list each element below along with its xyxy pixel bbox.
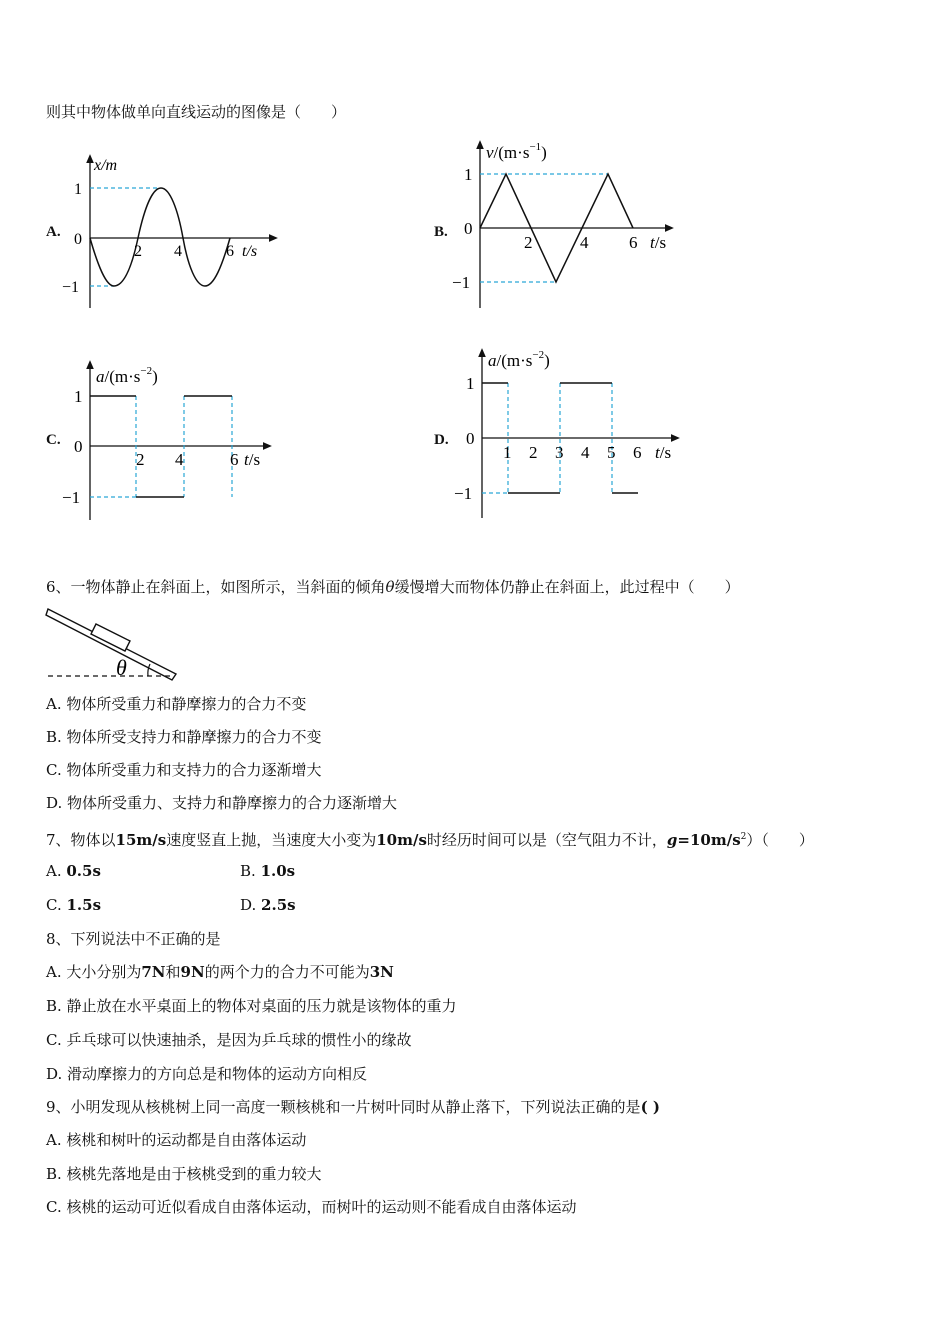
q6-angle-arc bbox=[148, 664, 150, 676]
graph-d-acceleration-time bbox=[450, 344, 686, 520]
graph-a-y-axis-label: x/m bbox=[94, 157, 118, 174]
graph-a-sine-curve bbox=[90, 188, 230, 286]
q8-option-a: A. 大小分别为7N和9N的两个力的合力不可能为3N bbox=[46, 963, 394, 981]
q8-option-b: B. 静止放在水平桌面上的物体对桌面的压力就是该物体的重力 bbox=[46, 997, 457, 1015]
graph-a-position-time bbox=[58, 148, 278, 310]
graph-c-acceleration-time bbox=[58, 356, 278, 522]
graph-b-x-axis-label: t/s bbox=[650, 233, 667, 252]
q6-angle-label: θ bbox=[116, 655, 127, 680]
q7-option-d: D. 2.5s bbox=[240, 896, 296, 914]
q7-stem: 7、物体以15m/s速度竖直上抛，当速度大小变为10m/s时经历时间可以是（空气阻力不计，$g=10m/s^2$）（ ） bbox=[46, 831, 814, 849]
q8-option-d: D. 滑动摩擦力的方向总是和物体的运动方向相反 bbox=[46, 1065, 368, 1083]
q6-option-c: C. 物体所受重力和支持力的合力逐渐增大 bbox=[46, 761, 322, 779]
graph-a-xtick-6: 6 bbox=[226, 243, 234, 260]
graph-c-ytick-neg1: −1 bbox=[62, 488, 81, 507]
graph-d-xtick-4: 4 bbox=[581, 443, 590, 462]
q9-option-c: C. 核桃的运动可近似看成自由落体运动，而树叶的运动则不能看成自由落体运动 bbox=[46, 1198, 577, 1216]
graph-d-y-axis-label: $a/(m\cdot s^{-2})$ bbox=[488, 349, 550, 370]
graph-d-ytick-0: 0 bbox=[466, 429, 475, 448]
graph-b-y-axis-label: $v/(m\cdot s^{-1})$ bbox=[486, 141, 547, 162]
q9-option-a: A. 核桃和树叶的运动都是自由落体运动 bbox=[46, 1131, 307, 1149]
graph-c-x-axis-label: t/s bbox=[244, 450, 261, 469]
q8-stem: 8、下列说法中不正确的是 bbox=[46, 930, 221, 948]
graph-d-ytick-1: 1 bbox=[466, 374, 475, 393]
graph-b-xtick-4: 4 bbox=[580, 233, 589, 252]
graph-a-x-axis-label: t/s bbox=[242, 243, 258, 260]
graph-c-ytick-1: 1 bbox=[74, 387, 83, 406]
graph-d-xtick-3: 3 bbox=[555, 443, 564, 462]
graph-b-ytick-1: 1 bbox=[464, 165, 473, 184]
graph-a-ytick-1: 1 bbox=[74, 181, 82, 198]
graph-c-y-axis-label: $a/(m\cdot s^{-2})$ bbox=[96, 365, 158, 386]
graph-d-xtick-6: 6 bbox=[633, 443, 642, 462]
graph-b-xtick-6: 6 bbox=[629, 233, 638, 252]
q6-option-d: D. 物体所受重力、支持力和静摩擦力的合力逐渐增大 bbox=[46, 794, 398, 812]
graph-a-xtick-4: 4 bbox=[174, 243, 182, 260]
graph-c-xtick-2: 2 bbox=[136, 450, 145, 469]
graph-b-xtick-2: 2 bbox=[524, 233, 533, 252]
graph-d-xtick-1: 1 bbox=[503, 443, 512, 462]
q7-option-b: B. 1.0s bbox=[240, 862, 296, 880]
q7-option-c: C. 1.5s bbox=[46, 896, 102, 914]
graph-b-ytick-0: 0 bbox=[464, 219, 473, 238]
graph-d-x-axis-label: t/s bbox=[655, 443, 672, 462]
graph-a-ytick-0: 0 bbox=[74, 231, 82, 248]
graph-d-ytick-neg1: −1 bbox=[454, 484, 473, 503]
option-a-label: A. bbox=[46, 224, 61, 240]
q6-option-b: B. 物体所受支持力和静摩擦力的合力不变 bbox=[46, 728, 322, 746]
q6-incline-figure bbox=[44, 604, 184, 684]
graph-a-xtick-2: 2 bbox=[134, 243, 142, 260]
graph-b-ytick-neg1: −1 bbox=[452, 273, 471, 292]
q6-option-a: A. 物体所受重力和静摩擦力的合力不变 bbox=[46, 695, 307, 713]
option-b-label: B. bbox=[434, 224, 448, 240]
graph-c-xtick-4: 4 bbox=[175, 450, 184, 469]
q9-option-b: B. 核桃先落地是由于核桃受到的重力较大 bbox=[46, 1165, 322, 1183]
q5-tail-text: 则其中物体做单向直线运动的图像是（ ） bbox=[46, 103, 347, 121]
graph-d-xtick-2: 2 bbox=[529, 443, 538, 462]
graph-d-xtick-5: 5 bbox=[607, 443, 616, 462]
q6-stem: 6、一物体静止在斜面上，如图所示，当斜面的倾角θ缓慢增大而物体仍静止在斜面上，此过程中（ ） bbox=[46, 578, 740, 596]
graph-b-velocity-time bbox=[448, 138, 678, 310]
q8-option-c: C. 乒乓球可以快速抽杀，是因为乒乓球的惯性小的缘故 bbox=[46, 1031, 412, 1049]
graph-c-xtick-6: 6 bbox=[230, 450, 239, 469]
option-c-label: C. bbox=[46, 432, 61, 448]
option-d-label: D. bbox=[434, 432, 449, 448]
graph-a-ytick-neg1: −1 bbox=[62, 279, 80, 296]
q7-option-a: A. 0.5s bbox=[46, 862, 101, 880]
q9-stem: 9、小明发现从核桃树上同一高度一颗核桃和一片树叶同时从静止落下，下列说法正确的是( ) bbox=[46, 1098, 660, 1116]
graph-c-ytick-0: 0 bbox=[74, 437, 83, 456]
q6-block bbox=[91, 624, 130, 651]
